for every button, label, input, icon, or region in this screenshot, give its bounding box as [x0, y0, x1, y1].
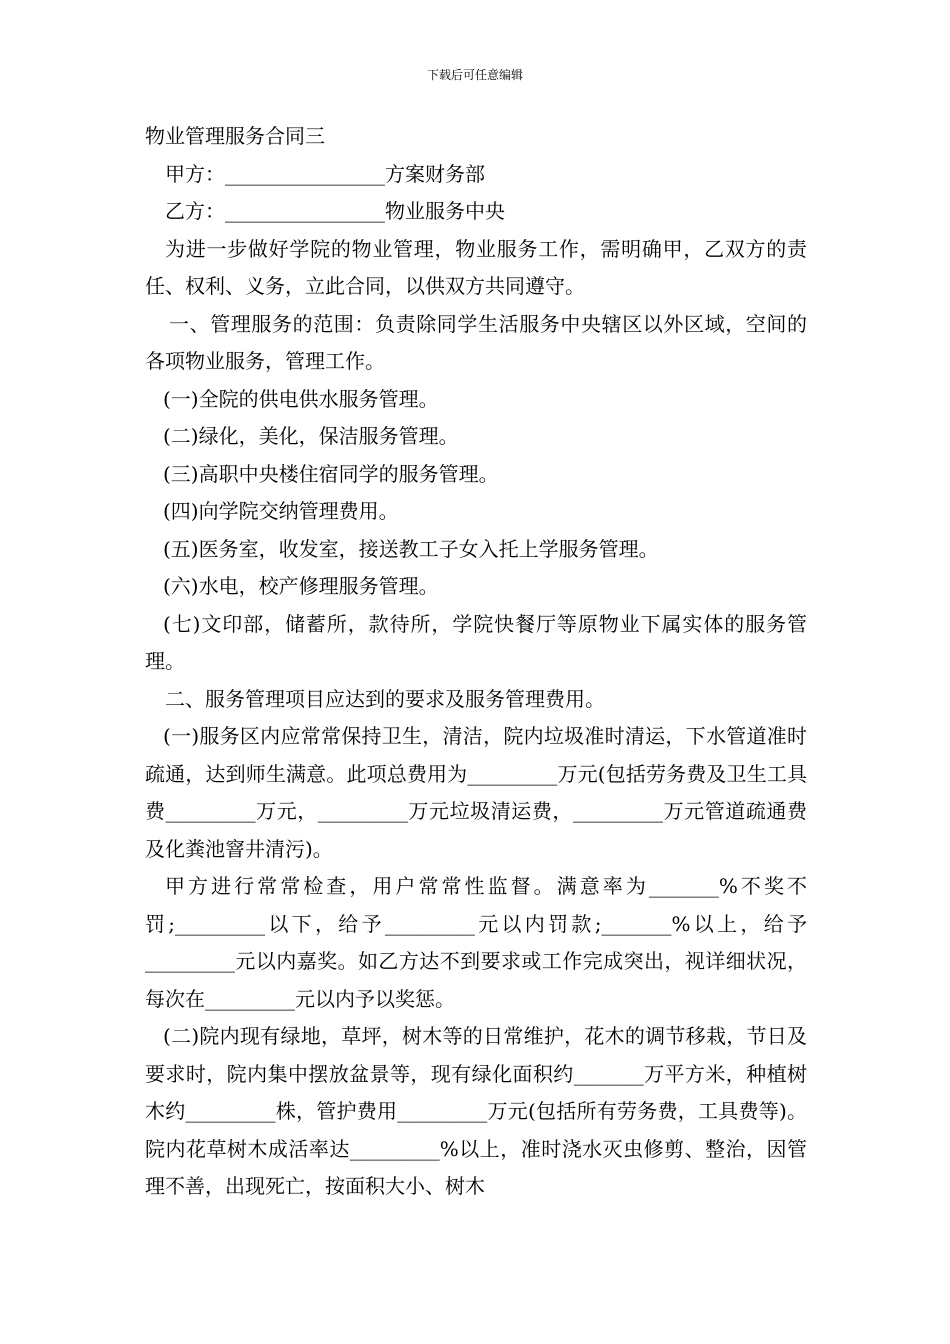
section2-paragraph-3: (二)院内现有绿地，草坪，树木等的日常维护，花木的调节移栽，节日及要求时，院内集中摆放盆景等，现有绿化面积约_______万平方米，种植树木约_________株，管护费用_________万元(包括所有劳务费，工具费等)。院内花草树木成活率达_________%以上，准时浇水灭虫修剪、整治，因管理不善，出现死亡，按面积大小、树木: [145, 1024, 807, 1198]
section2-heading: 二、服务管理项目应达到的要求及服务管理费用。: [165, 686, 605, 711]
section1-item: (六)水电，校产修理服务管理。: [163, 574, 439, 598]
section2-paragraph-2: 甲方进行常常检查，用户常常性监督。满意率为_______%不奖不罚;_________以下，给予_________元以内罚款;_______%以上，给予_________元以内嘉奖。如乙方达不到要求或工作完成突出，视详细状况，每次在_________元以内予以奖惩。: [145, 874, 807, 1011]
section1-item: (二)绿化，美化，保洁服务管理。: [163, 424, 459, 448]
section1-item: (七)文印部，储蓄所，款待所，学院快餐厅等原物业下属实体的服务管理。: [145, 611, 807, 673]
section1-item: (三)高职中央楼住宿同学的服务管理。: [163, 461, 499, 486]
section1-item: (一)全院的供电供水服务管理。: [163, 386, 439, 411]
intro-paragraph: 为进一步做好学院的物业管理，物业服务工作，需明确甲，乙双方的责任、权利、义务，立此合同，以供双方共同遵守。: [145, 236, 807, 298]
section2-paragraph-1: (一)服务区内应常常保持卫生，清洁，院内垃圾准时清运，下水管道准时疏通，达到师生满意。此项总费用为_________万元(包括劳务费及卫生工具费_________万元，_________万元垃圾清运费，_________万元管道疏通费及化粪池窨井清污)。: [145, 724, 807, 861]
section1-item: (五)医务室，收发室，接送教工子女入托上学服务管理。: [163, 536, 659, 561]
party-a-line: 甲方：________________方案财务部: [165, 161, 485, 186]
section1-item: (四)向学院交纳管理费用。: [163, 499, 399, 523]
document-title: 物业管理服务合同三: [145, 124, 325, 148]
party-b-line: 乙方：________________物业服务中央: [165, 199, 505, 223]
header-note: 下载后可任意编辑: [426, 68, 523, 82]
document-body: [145, 118, 807, 1206]
section1-heading: 一、管理服务的范围：负责除同学生活服务中央辖区以外区域，空间的各项物业服务，管理工作。: [145, 311, 807, 373]
